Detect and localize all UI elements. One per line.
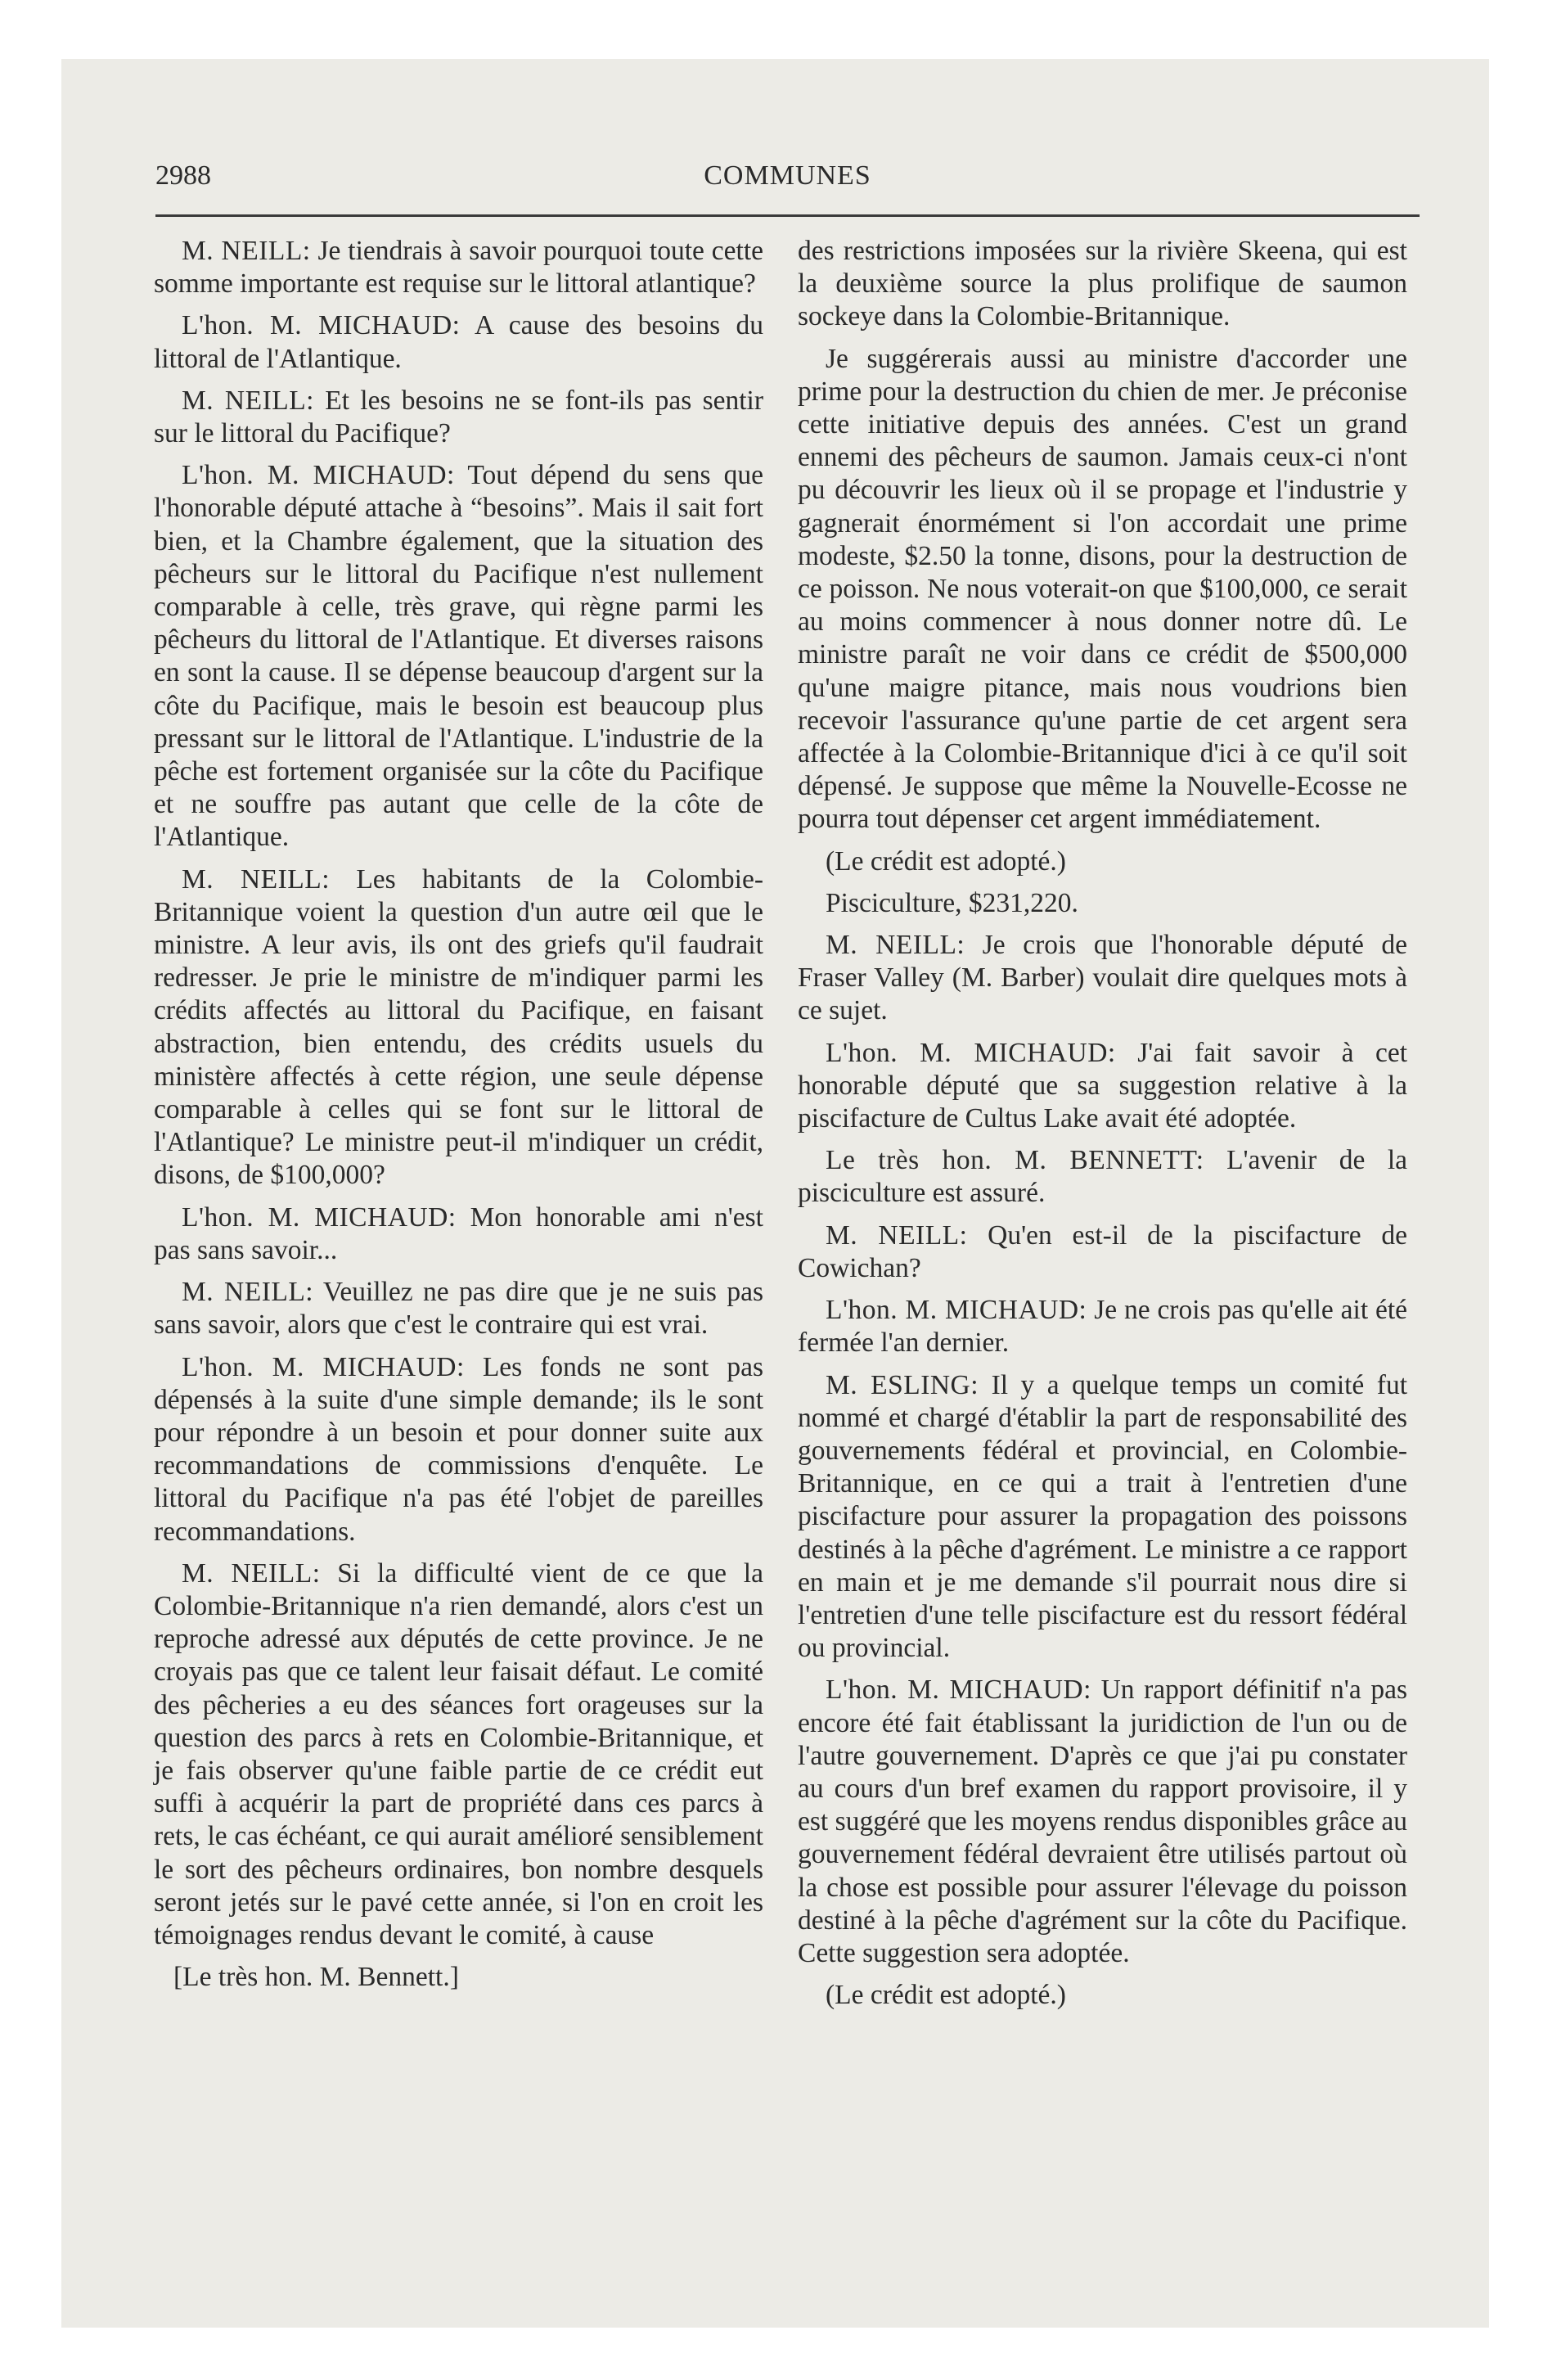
page-header <box>155 160 1420 203</box>
speech-text: Qu'en est-il de la piscifacture de Cowichan? <box>798 1219 1407 1283</box>
speaker-name: M. NEILL: <box>182 1557 321 1589</box>
speaker-name: M. NEILL: <box>182 236 311 266</box>
speaker-name: M. NEILL: <box>826 930 965 961</box>
speech-text: Je ne crois pas qu'elle ait été fermée l'an dernier. <box>798 1295 1408 1359</box>
speech-text: Les fonds ne sont pas dépensés à la suite d'une simple demande; ils le sont pour répondre à un besoin et pour donner suite aux recommandations de commissions d'enquête. Le littoral du Pacifique n'a pas été l'objet de pareilles recommandations. <box>154 1351 764 1547</box>
header-rule <box>155 214 1420 217</box>
speech-paragraph <box>154 1351 763 1548</box>
speaker-name: M. ESLING: <box>826 1369 979 1400</box>
estimate-item: Pisciculture, $231,220. <box>826 887 1078 918</box>
running-head: COMMUNES <box>704 160 871 191</box>
speech-paragraph <box>798 1369 1407 1666</box>
speech-paragraph <box>798 1674 1407 1970</box>
speech-paragraph <box>154 459 763 854</box>
speech-text: Je tiendrais à savoir pourquoi toute cette somme importante est requise sur le littoral atlantique? <box>154 236 763 300</box>
left-column <box>154 235 763 2003</box>
speaker-name: M. NEILL: <box>182 385 314 416</box>
speech-text: Un rapport définitif n'a pas encore été fait établissant la juridiction de l'un ou de l'autre gouvernement. D'après ce que j'ai pu constater au cours d'un bref examen du rapport provisoire, il y est suggéré que les moyens rendus disponibles grâce au gouvernement fédéral devraient être utilisés partout où la chose est possible pour assurer l'élevage du poisson destiné à la pêche d'agrément sur la côte du Pacifique. Cette suggestion sera adoptée. <box>798 1675 1407 1968</box>
speaker-name: L'hon. M. MICHAUD: <box>182 310 461 341</box>
speech-paragraph <box>798 1294 1407 1359</box>
speaker-footer-note: [Le très hon. M. Bennett.] <box>173 1962 459 1993</box>
continued-paragraph: des restrictions imposées sur la rivière Skeena, qui est la deuxième source la plus prolifique de saumon sockeye dans la Colombie-Britannique. <box>798 236 1407 332</box>
speech-paragraph <box>154 385 763 450</box>
speech-paragraph <box>154 1276 763 1341</box>
motion-adopted: (Le crédit est adopté.) <box>826 845 1066 877</box>
speaker-name: Le très hon. M. BENNETT: <box>826 1145 1204 1176</box>
speech-text: Si la difficulté vient de ce que la Colombie-Britannique n'a rien demandé, alors c'est un reproche adressé aux députés de cette province. Je ne croyais pas que ce talent leur faisait défaut. Le comité des pêcheries a eu des séances fort orageuses sur la question des parcs à rets en Colombie-Britannique, et je fais observer qu'une faible partie de ce crédit eut suffi à acquérir la part de propriété dans ces parcs à rets, le cas échéant, ce qui aurait amélioré sensiblement le sort des pêcheurs ordinaires, bon nombre desquels seront jetés sur le pavé cette année, si l'on en croit les témoignages rendus devant le comité, à cause <box>154 1557 763 1950</box>
speech-text: Les habitants de la Colombie-Britannique voient la question d'un autre œil que le ministre. A leur avis, ils ont des griefs qu'il faudrait redresser. Je prie le ministre de m'indiquer parmi les crédits affectés au littoral du Pacifique, en faisant abstraction, bien entendu, des crédits usuels du ministère affectés à cette région, une seule dépense comparable à celles qui se font sur le littoral de l'Atlantique? Le ministre peut-il m'indiquer un crédit, disons, de $100,000? <box>154 863 763 1191</box>
continued-paragraph: Je suggérerais aussi au ministre d'accorder une prime pour la destruction du chien de mer. Je préconise cette initiative depuis des années. C'est un grand ennemi des pêcheurs de saumon. Jamais ceux-ci n'ont pu découvrir les lieux où il se propage et l'industrie y gagnerait énormément si l'on accordait une prime modeste, $2.50 la tonne, disons, pour la destruction de ce poisson. Ne nous voterait-on que $100,000, ce serait au moins commencer à nous donner notre dû. Le ministre paraît ne voir dans ce crédit de $500,000 qu'une maigre pitance, mais nous voudrions bien recevoir l'assurance qu'une partie de cet argent sera affectée à la Colombie-Britannique d'ici à ce qu'il soit dépensé. Je suppose que même la Nouvelle-Ecosse ne pourra tout dépenser cet argent immédiatement. <box>798 343 1407 835</box>
speech-paragraph <box>798 1037 1407 1136</box>
speech-paragraph <box>798 929 1407 1028</box>
speech-text: J'ai fait savoir à cet honorable député que sa suggestion relative à la piscifacture de Cultus Lake avait été adoptée. <box>798 1037 1408 1134</box>
speech-paragraph <box>154 1557 763 1952</box>
motion-adopted: (Le crédit est adopté.) <box>826 1980 1066 2011</box>
speech-paragraph <box>798 1219 1407 1285</box>
speech-paragraph <box>154 309 763 375</box>
right-column <box>798 235 1407 2021</box>
speech-text: Je crois que l'honorable député de Fraser Valley (M. Barber) voulait dire quelques mots à ce sujet. <box>798 930 1407 1026</box>
speaker-name: L'hon. M. MICHAUD: <box>182 1201 457 1233</box>
speech-paragraph <box>154 863 763 1192</box>
speech-text: Tout dépend du sens que l'honorable député attache à “besoins”. Mais il sait fort bien, et la Chambre également, que la situation des pêcheurs sur le littoral du Pacifique n'est nullement comparable à celle, très grave, qui règne parmi les pêcheurs du littoral de l'Atlantique. Et diverses raisons en sont la cause. Il se dépense beaucoup d'argent sur la côte du Pacifique, mais le besoin est beaucoup plus pressant sur le littoral de l'Atlantique. L'industrie de la pêche est fortement organisée sur la côte du Pacifique et ne souffre pas autant que celle de la côte de l'Atlantique. <box>154 460 763 853</box>
speech-text: Il y a quelque temps un comité fut nommé et chargé d'établir la part de responsabilité des gouvernements fédéral et provincial, en Colombie-Britannique, en ce qui a trait à l'entretien d'une piscifacture pour assurer la propagation des poissons destinés à la pêche d'agrément. Le ministre a ce rapport en main et je me demande s'il pourrait nous dire si l'entretien d'une telle piscifacture est du ressort fédéral ou provincial. <box>798 1369 1407 1664</box>
page-number: 2988 <box>155 160 211 191</box>
speaker-name: M. NEILL: <box>182 1277 314 1308</box>
speech-paragraph <box>154 1201 763 1267</box>
speech-text: L'avenir de la pisciculture est assuré. <box>798 1145 1407 1209</box>
speaker-name: L'hon. M. MICHAUD: <box>826 1295 1087 1326</box>
speaker-name: M. NEILL: <box>826 1219 968 1251</box>
speech-text: Mon honorable ami n'est pas sans savoir... <box>154 1201 763 1265</box>
speech-text: A cause des besoins du littoral de l'Atlantique. <box>154 310 763 374</box>
speaker-name: L'hon. M. MICHAUD: <box>182 1351 465 1382</box>
speaker-name: L'hon. M. MICHAUD: <box>826 1037 1116 1068</box>
speech-text: Et les besoins ne se font-ils pas sentir sur le littoral du Pacifique? <box>154 385 763 449</box>
speech-text: Veuillez ne pas dire que je ne suis pas sans savoir, alors que c'est le contraire qui est vrai. <box>154 1277 763 1341</box>
speaker-name: M. NEILL: <box>182 863 331 895</box>
speaker-name: L'hon. M. MICHAUD: <box>826 1675 1091 1706</box>
speaker-name: L'hon. M. MICHAUD: <box>182 460 455 491</box>
speech-paragraph <box>154 235 763 300</box>
speech-paragraph <box>798 1144 1407 1210</box>
